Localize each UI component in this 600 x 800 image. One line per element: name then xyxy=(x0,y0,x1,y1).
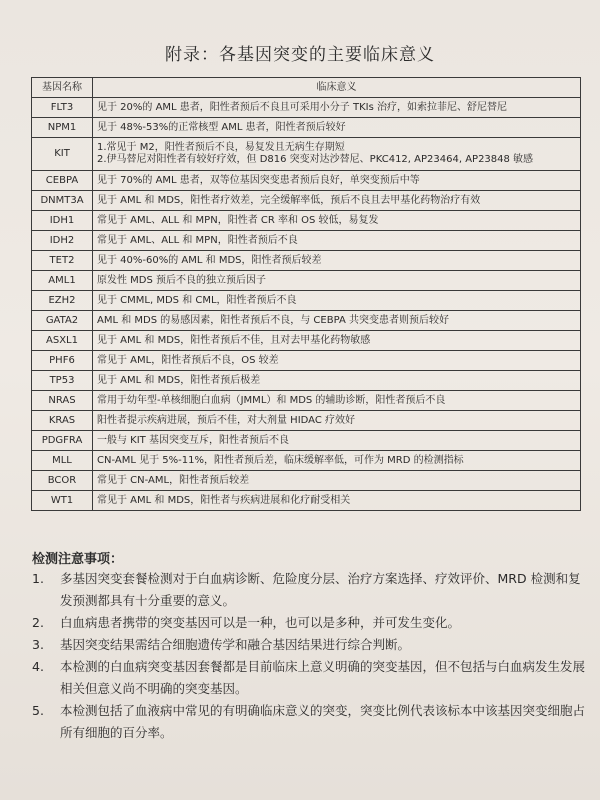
gene-name-cell: GATA2 xyxy=(32,311,93,331)
clinical-significance-text: 见于 20%的 AML 患者，阳性者预后不良且可采用小分子 TKIs 治疗，如索拉菲尼、舒尼替尼 xyxy=(97,101,507,113)
note-number: 2. xyxy=(32,615,44,630)
clinical-significance-cell xyxy=(93,431,581,451)
gene-name-cell: CEBPA xyxy=(32,171,93,191)
gene-name-cell: TET2 xyxy=(32,251,93,271)
note-number: 4. xyxy=(32,659,44,674)
clinical-significance-text: 阳性者提示疾病进展，预后不佳，对大剂量 HIDAC 疗效好 xyxy=(97,414,355,426)
gene-name-cell: DNMT3A xyxy=(32,191,93,211)
clinical-significance-text: 1.常见于 M2，阳性者预后不良，易复发且无病生存期短 xyxy=(97,142,345,153)
clinical-significance-cell xyxy=(93,138,581,171)
clinical-significance-cell xyxy=(93,311,581,331)
clinical-significance-text: 常见于 AML、ALL 和 MPN，阳性者 CR 率和 OS 较低，易复发 xyxy=(97,214,379,226)
gene-name-cell: KIT xyxy=(32,138,93,171)
note-item xyxy=(32,634,587,656)
gene-name-cell: NPM1 xyxy=(32,118,93,138)
gene-mutation-table xyxy=(31,77,581,511)
clinical-significance-text: 常见于 CN-AML，阳性者预后较差 xyxy=(97,474,250,486)
note-text: 多基因突变套餐检测对于白血病诊断、危险度分层、治疗方案选择、疗效评价、MRD 检测和复发预测都具有十分重要的意义。 xyxy=(60,571,581,608)
table-row xyxy=(32,331,581,351)
clinical-significance-text: 常见于 AML、ALL 和 MPN，阳性者预后不良 xyxy=(97,234,298,246)
note-text: 本检测包括了血液病中常见的有明确临床意义的突变，突变比例代表该标本中该基因突变细胞占所有细胞的百分率。 xyxy=(60,703,586,740)
clinical-significance-cell xyxy=(93,351,581,371)
table-row xyxy=(32,371,581,391)
note-text: 基因突变结果需结合细胞遗传学和融合基因结果进行综合判断。 xyxy=(60,637,411,652)
clinical-significance-cell xyxy=(93,291,581,311)
table-row xyxy=(32,191,581,211)
clinical-significance-cell xyxy=(93,451,581,471)
clinical-significance-text: 常用于幼年型-单核细胞白血病（JMML）和 MDS 的辅助诊断，阳性者预后不良 xyxy=(97,394,446,406)
clinical-significance-text: 一般与 KIT 基因突变互斥，阳性者预后不良 xyxy=(97,434,289,446)
note-number: 1. xyxy=(32,571,44,586)
gene-name-cell: TP53 xyxy=(32,371,93,391)
clinical-significance-text: 见于 AML 和 MDS，阳性者预后极差 xyxy=(97,374,261,386)
gene-name-cell: ASXL1 xyxy=(32,331,93,351)
table-row xyxy=(32,491,581,511)
clinical-significance-text: AML 和 MDS 的易感因素，阳性者预后不良，与 CEBPA 共突变患者则预后较好 xyxy=(97,314,450,326)
gene-name-cell: IDH2 xyxy=(32,231,93,251)
note-item xyxy=(32,656,587,700)
gene-name-cell: WT1 xyxy=(32,491,93,511)
clinical-significance-cell xyxy=(93,411,581,431)
table-row xyxy=(32,271,581,291)
gene-name-cell: FLT3 xyxy=(32,98,93,118)
gene-name-cell: AML1 xyxy=(32,271,93,291)
table-body xyxy=(32,98,581,511)
table-row xyxy=(32,451,581,471)
table-header-row xyxy=(32,78,581,98)
note-number: 5. xyxy=(32,703,44,718)
table-row xyxy=(32,118,581,138)
clinical-significance-text: 见于 AML 和 MDS，阳性者疗效差，完全缓解率低，预后不良且去甲基化药物治疗有效 xyxy=(97,194,481,206)
clinical-significance-cell xyxy=(93,331,581,351)
table-row xyxy=(32,411,581,431)
clinical-significance-cell xyxy=(93,98,581,118)
clinical-significance-text: 见于 48%-53%的正常核型 AML 患者，阳性者预后较好 xyxy=(97,121,346,133)
clinical-significance-cell xyxy=(93,211,581,231)
clinical-significance-cell xyxy=(93,191,581,211)
note-item xyxy=(32,700,587,744)
clinical-significance-text: 原发性 MDS 预后不良的独立预后因子 xyxy=(97,274,267,286)
gene-name-cell: KRAS xyxy=(32,411,93,431)
clinical-significance-text: 2.伊马替尼对阳性者有较好疗效，但 D816 突变对达沙替尼、PKC412, AP23464, AP23848 敏感 xyxy=(97,154,534,165)
clinical-significance-cell xyxy=(93,171,581,191)
clinical-significance-cell xyxy=(93,491,581,511)
note-number: 3. xyxy=(32,637,44,652)
table-row xyxy=(32,211,581,231)
note-item xyxy=(32,612,587,634)
table-row xyxy=(32,138,581,171)
clinical-significance-cell xyxy=(93,371,581,391)
clinical-significance-text: 常见于 AML，阳性者预后不良，OS 较差 xyxy=(97,354,279,366)
note-item xyxy=(32,568,587,612)
clinical-significance-cell xyxy=(93,231,581,251)
table-row xyxy=(32,251,581,271)
header-clinical-significance: 临床意义 xyxy=(93,78,581,98)
page-title: 附录：各基因突变的主要临床意义 xyxy=(165,45,435,65)
table-row xyxy=(32,471,581,491)
table-row xyxy=(32,431,581,451)
clinical-significance-cell xyxy=(93,118,581,138)
notes-title: 检测注意事项： xyxy=(32,552,124,567)
gene-name-cell: PDGFRA xyxy=(32,431,93,451)
clinical-significance-cell xyxy=(93,391,581,411)
clinical-significance-text: 见于 AML 和 MDS，阳性者预后不佳，且对去甲基化药物敏感 xyxy=(97,334,371,346)
gene-name-cell: NRAS xyxy=(32,391,93,411)
gene-name-cell: PHF6 xyxy=(32,351,93,371)
gene-name-cell: EZH2 xyxy=(32,291,93,311)
gene-name-cell: MLL xyxy=(32,451,93,471)
clinical-significance-text: CN-AML 见于 5%-11%，阳性者预后差，临床缓解率低，可作为 MRD 的检测指标 xyxy=(97,454,464,466)
table-row xyxy=(32,391,581,411)
note-text: 本检测的白血病突变基因套餐都是目前临床上意义明确的突变基因，但不包括与白血病发生发展相关但意义尚不明确的突变基因。 xyxy=(60,659,586,696)
clinical-significance-cell xyxy=(93,471,581,491)
clinical-significance-text: 见于 70%的 AML 患者，双等位基因突变患者预后良好，单突变预后中等 xyxy=(97,174,420,186)
table-row xyxy=(32,231,581,251)
clinical-significance-text: 见于 40%-60%的 AML 和 MDS，阳性者预后较差 xyxy=(97,254,322,266)
table-row xyxy=(32,311,581,331)
header-gene-name: 基因名称 xyxy=(32,78,93,98)
table-row xyxy=(32,171,581,191)
table-row xyxy=(32,351,581,371)
clinical-significance-text: 常见于 AML 和 MDS，阳性者与疾病进展和化疗耐受相关 xyxy=(97,494,351,506)
note-text: 白血病患者携带的突变基因可以是一种，也可以是多种，并可发生变化。 xyxy=(60,615,461,630)
table-row xyxy=(32,98,581,118)
gene-name-cell: IDH1 xyxy=(32,211,93,231)
notes-list xyxy=(32,568,587,744)
gene-name-cell: BCOR xyxy=(32,471,93,491)
clinical-significance-text: 见于 CMML, MDS 和 CML，阳性者预后不良 xyxy=(97,294,297,306)
clinical-significance-cell xyxy=(93,251,581,271)
clinical-significance-cell xyxy=(93,271,581,291)
table-row xyxy=(32,291,581,311)
